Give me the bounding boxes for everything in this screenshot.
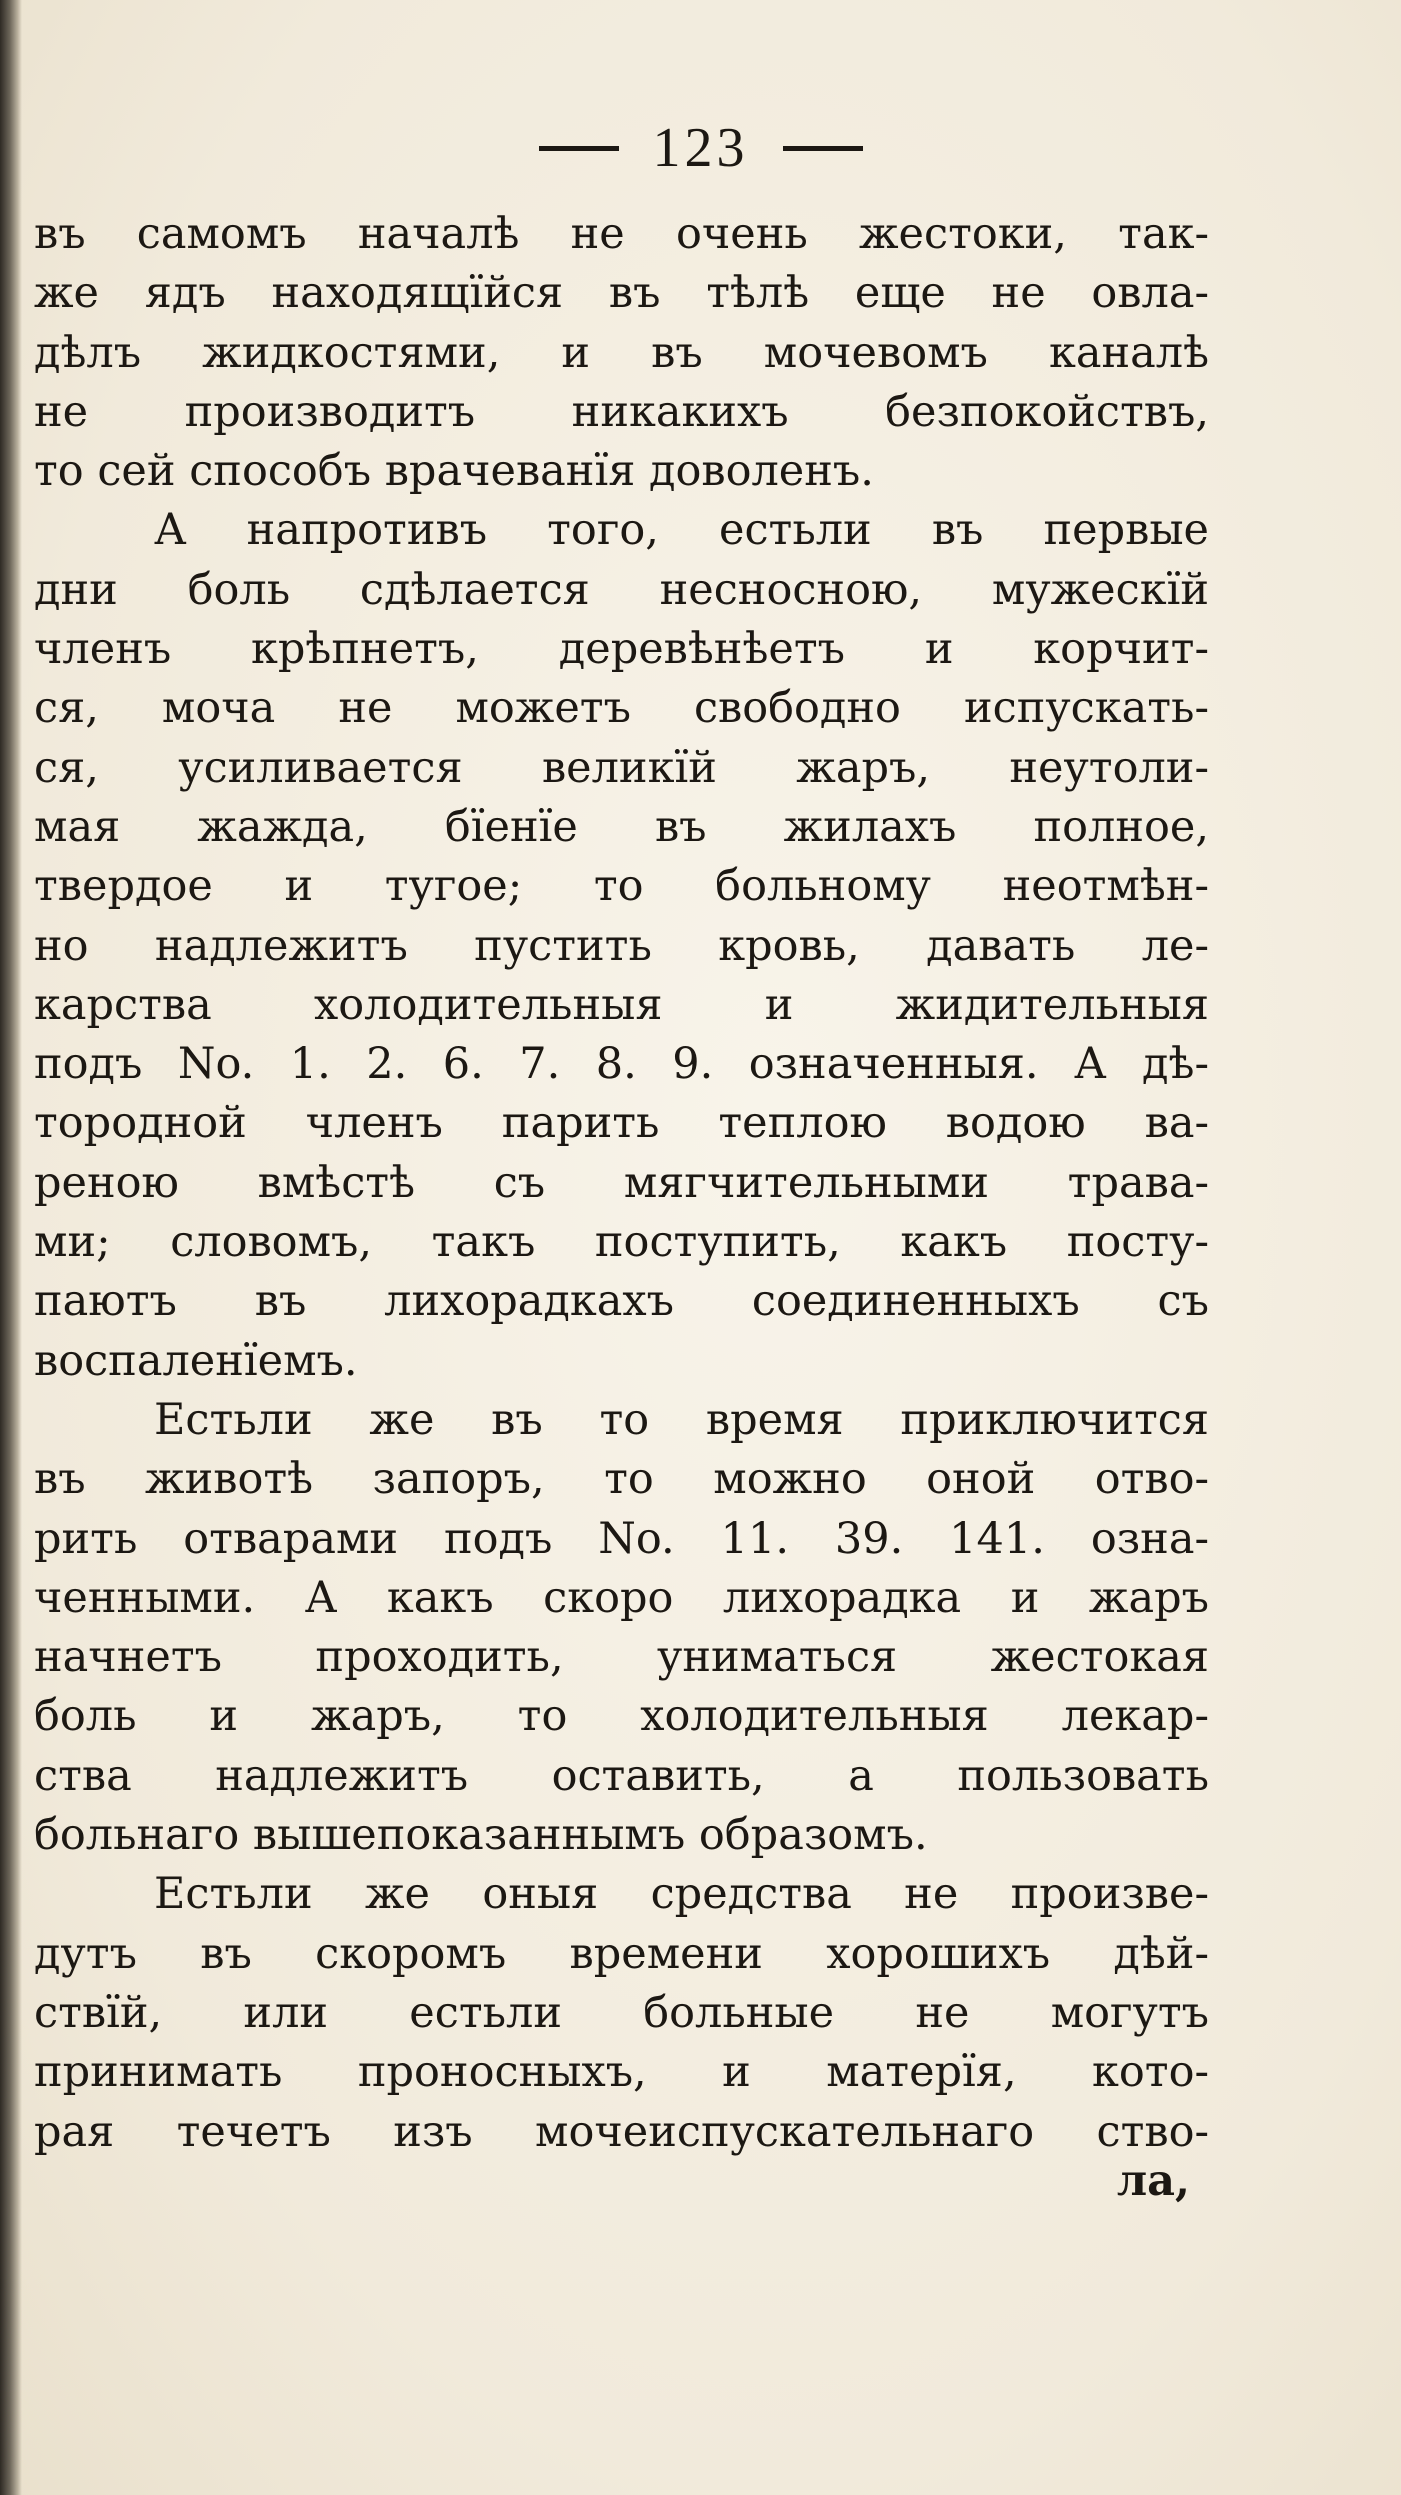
text-line: паютъ въ лихорадкахъ соединенныхъ съ xyxy=(34,1276,1209,1327)
text-line: принимать проносныхъ, и матерїя, кото- xyxy=(34,2047,1209,2098)
text-line: ми; словомъ, такъ поступить, какъ посту- xyxy=(34,1217,1209,1268)
page-number: 123 xyxy=(652,117,749,179)
text-line: карства холодительныя и жидительныя xyxy=(34,979,1209,1030)
text-line: воспаленїемъ. xyxy=(34,1335,358,1386)
page-spine-shadow xyxy=(0,0,22,2495)
text-line: членъ крѣпнетъ, деревѣнѣетъ и корчит- xyxy=(34,624,1209,675)
text-line: больнаго вышепоказаннымъ образомъ. xyxy=(34,1810,928,1861)
left-rule xyxy=(539,146,619,151)
text-line: Естьли же въ то время приключится xyxy=(154,1394,1209,1445)
text-line: ся, усиливается великїй жаръ, неутоли- xyxy=(34,742,1209,793)
paragraph xyxy=(34,1865,1209,2161)
paragraph xyxy=(34,1391,1209,1865)
text-line: Естьли же оныя средства не произве- xyxy=(154,1869,1209,1920)
text-line: же ядъ находящїйся въ тѣлѣ еще не овла- xyxy=(34,268,1209,319)
text-line: рая течетъ изъ мочеиспускательнаго ство- xyxy=(34,2106,1209,2157)
text-line: начнетъ проходить, униматься жестокая xyxy=(34,1632,1209,1683)
body-text xyxy=(34,205,1209,2162)
text-line: ся, моча не можетъ свободно испускать- xyxy=(34,683,1209,734)
text-line: дѣлъ жидкостями, и въ мочевомъ каналѣ xyxy=(34,327,1209,378)
paragraph xyxy=(34,205,1209,501)
text-line: твердое и тугое; то больному неотмѣн- xyxy=(34,861,1209,912)
text-line: дни боль сдѣлается несносною, мужескїй xyxy=(34,564,1209,615)
catchword: ла, xyxy=(1116,2156,1190,2206)
paragraph xyxy=(34,501,1209,1390)
text-line: ченными. А какъ скоро лихорадка и жаръ xyxy=(34,1572,1209,1623)
text-line: въ самомъ началѣ не очень жестоки, так- xyxy=(34,209,1209,259)
text-line: боль и жаръ, то холодительныя лекар- xyxy=(34,1691,1209,1742)
text-line: ствїй, или естьли больные не могутъ xyxy=(34,1987,1209,2038)
text-line: ства надлежитъ оставить, а пользовать xyxy=(34,1750,1209,1801)
text-line: реною вмѣстѣ съ мягчительными трава- xyxy=(34,1157,1209,1208)
text-line: не производитъ никакихъ безпокойствъ, xyxy=(34,386,1209,437)
text-line: но надлежитъ пустить кровь, давать ле- xyxy=(34,920,1209,971)
right-rule xyxy=(783,146,863,151)
text-line: рить отварами подъ No. 11. 39. 141. озна- xyxy=(34,1513,1209,1564)
text-line: подъ No. 1. 2. 6. 7. 8. 9. означенныя. А дѣ- xyxy=(34,1039,1209,1090)
page-header xyxy=(0,118,1401,178)
text-line: въ животѣ запоръ, то можно оной отво- xyxy=(34,1454,1209,1505)
text-line: то сей способъ врачеванїя доволенъ. xyxy=(34,446,874,497)
text-line: А напротивъ того, естьли въ первые xyxy=(154,505,1209,556)
text-line: мая жажда, бїенїе въ жилахъ полное, xyxy=(34,801,1209,852)
text-line: дутъ въ скоромъ времени хорошихъ дѣй- xyxy=(34,1928,1209,1979)
text-line: тородной членъ парить теплою водою ва- xyxy=(34,1098,1209,1149)
